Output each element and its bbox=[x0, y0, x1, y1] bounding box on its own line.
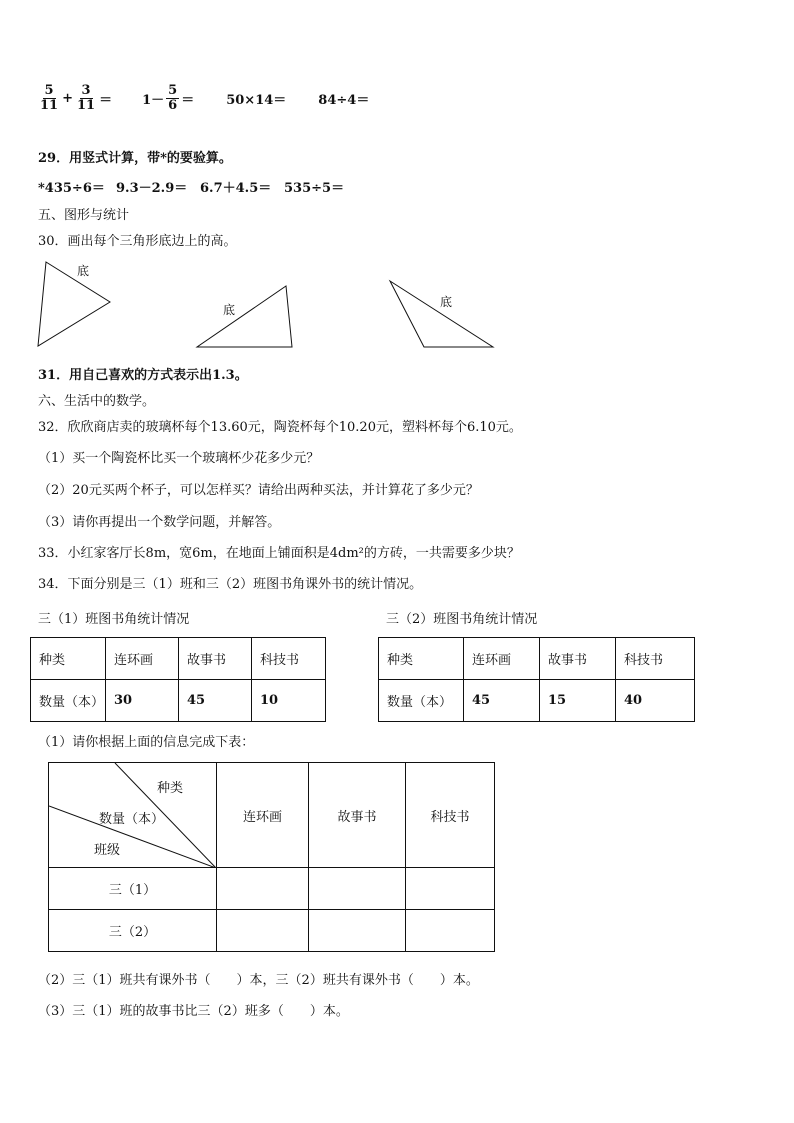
q29-item-2: 9.3－2.9＝ bbox=[116, 181, 188, 196]
blank-cell[interactable] bbox=[406, 910, 495, 952]
table-row: 种类 连环画 故事书 科技书 bbox=[31, 638, 326, 680]
diag-mid-label: 数量（本） bbox=[99, 812, 165, 827]
q34-title: 34．下面分别是三（1）班和三（2）班图书角课外书的统计情况。 bbox=[38, 577, 423, 592]
q32-part-2: （2）20元买两个杯子，可以怎样买？请给出两种买法，并计算花了多少元？ bbox=[38, 483, 479, 498]
q34-part-2: （2）三（1）班共有课外书（ ）本，三（2）班共有课外书（ ）本。 bbox=[38, 973, 479, 988]
q29-item-1: *435÷6＝ bbox=[38, 181, 105, 196]
triangle-1 bbox=[38, 262, 110, 346]
class1-stat-table bbox=[30, 637, 326, 722]
q32-title: 32．欣欣商店卖的玻璃杯每个13.60元，陶瓷杯每个10.20元，塑料杯每个6.10元。 bbox=[38, 420, 522, 435]
top-calculations: $\frac{5}{11}$ + $\frac{3}{11}$ ＝ 1－ $\frac{5}{6}$ ＝ 50×14＝ 84÷4＝ bbox=[40, 82, 370, 113]
base-label-2: 底 bbox=[223, 303, 236, 317]
q30-title: 30．画出每个三角形底边上的高。 bbox=[38, 234, 237, 249]
base-label-3: 底 bbox=[440, 295, 453, 309]
table-row: 种类 连环画 故事书 科技书 bbox=[379, 638, 695, 680]
blank-cell[interactable] bbox=[217, 868, 309, 910]
fraction-3-11: $\frac{3}{11}$ bbox=[77, 82, 96, 113]
q31-text: 31．用自己喜欢的方式表示出1.3。 bbox=[38, 368, 248, 383]
q29-title: 29．用竖式计算，带*的要验算。 bbox=[38, 151, 232, 166]
triangle-2 bbox=[197, 286, 292, 347]
q32-part-1: （1）买一个陶瓷杯比买一个玻璃杯少花多少元？ bbox=[38, 451, 320, 466]
base-label-1: 底 bbox=[77, 264, 90, 278]
diag-top-label: 种类 bbox=[157, 781, 184, 796]
q34-part-1: （1）请你根据上面的信息完成下表： bbox=[38, 735, 255, 750]
table1-caption: 三（1）班图书角统计情况 bbox=[38, 612, 190, 627]
q33-text: 33．小红家客厅长8m，宽6m，在地面上铺面积是4dm²的方砖，一共需要多少块？ bbox=[38, 546, 520, 561]
calc-50x14: 50×14＝ bbox=[226, 92, 287, 108]
table-row: 种类 数量（本） 班级 连环画 故事书 科技书 bbox=[49, 763, 495, 868]
table-row: 三（2） bbox=[49, 910, 495, 952]
blank-cell[interactable] bbox=[309, 910, 406, 952]
calc-84div4: 84÷4＝ bbox=[318, 92, 370, 108]
blank-cell[interactable] bbox=[309, 868, 406, 910]
class2-stat-table bbox=[378, 637, 695, 722]
diagonal-header-cell bbox=[49, 763, 217, 868]
fraction-5-11: $\frac{5}{11}$ bbox=[40, 82, 59, 113]
fill-in-table bbox=[48, 762, 495, 952]
fraction-5-6: $\frac{5}{6}$ bbox=[168, 82, 178, 113]
q29-item-4: 535÷5＝ bbox=[284, 181, 345, 196]
q32-part-3: （3）请你再提出一个数学问题，并解答。 bbox=[38, 515, 281, 530]
table-row: 数量（本） 30 45 10 bbox=[31, 680, 326, 722]
blank-cell[interactable] bbox=[406, 868, 495, 910]
triangle-3 bbox=[390, 281, 493, 347]
blank-cell[interactable] bbox=[217, 910, 309, 952]
table-row: 数量（本） 45 15 40 bbox=[379, 680, 695, 722]
table2-caption: 三（2）班图书角统计情况 bbox=[386, 612, 538, 627]
diag-bottom-label: 班级 bbox=[94, 843, 121, 858]
table-row: 三（1） bbox=[49, 868, 495, 910]
section-5-heading: 五、图形与统计 bbox=[38, 208, 130, 223]
section-6-heading: 六、生活中的数学。 bbox=[38, 394, 156, 409]
q34-part-3: （3）三（1）班的故事书比三（2）班多（ ）本。 bbox=[38, 1004, 349, 1019]
q29-item-3: 6.7＋4.5＝ bbox=[200, 181, 272, 196]
